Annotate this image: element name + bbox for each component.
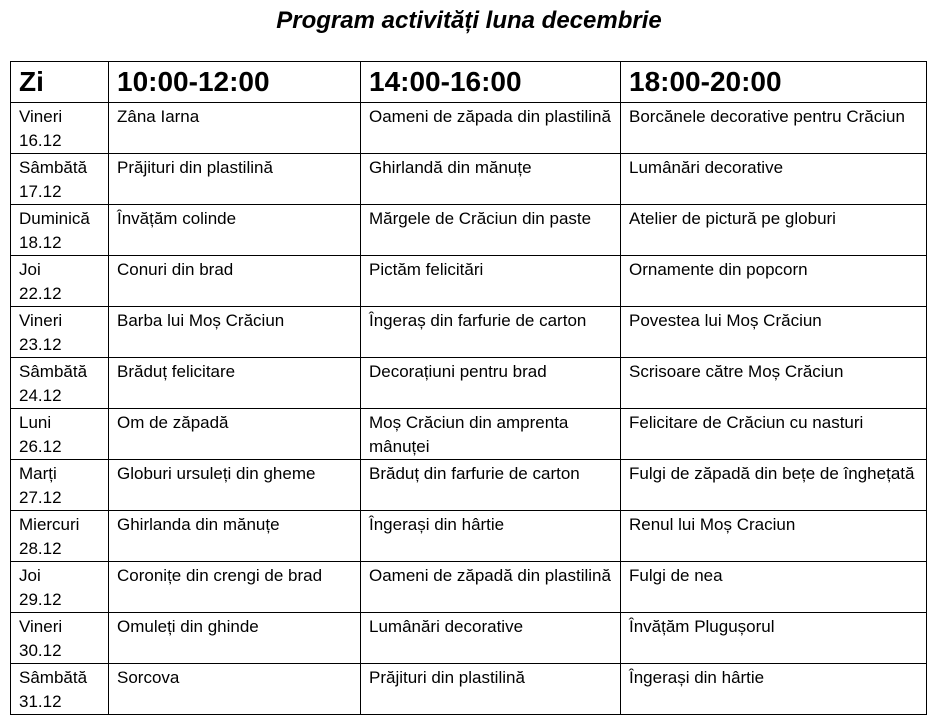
morning-activity-cell: Învățăm colinde [109, 205, 361, 256]
evening-activity-cell: Învățăm Plugușorul [621, 613, 927, 664]
morning-activity-cell: Conuri din brad [109, 256, 361, 307]
column-header-day: Zi [11, 62, 109, 103]
day-name: Joi [19, 260, 41, 279]
day-date: 29.12 [19, 590, 62, 609]
day-date: 17.12 [19, 182, 62, 201]
morning-activity-cell: Ghirlanda din mănuțe [109, 511, 361, 562]
column-header-evening: 18:00-20:00 [621, 62, 927, 103]
day-name: Miercuri [19, 515, 80, 534]
day-cell [11, 460, 109, 511]
table-row [11, 307, 927, 358]
afternoon-activity-cell: Lumânări decorative [361, 613, 621, 664]
afternoon-activity-cell: Moș Crăciun din amprenta mânuței [361, 409, 621, 460]
afternoon-activity-cell: Mărgele de Crăciun din paste [361, 205, 621, 256]
table-row [11, 409, 927, 460]
evening-activity-cell: Felicitare de Crăciun cu nasturi [621, 409, 927, 460]
day-name: Joi [19, 566, 41, 585]
day-name: Marți [19, 464, 57, 483]
day-name: Duminică [19, 209, 90, 228]
evening-activity-cell: Lumânări decorative [621, 154, 927, 205]
day-cell [11, 562, 109, 613]
header-row [11, 62, 927, 103]
evening-activity-cell: Renul lui Moș Craciun [621, 511, 927, 562]
day-cell [11, 664, 109, 715]
page-title: Program activități luna decembrie [276, 7, 662, 34]
day-name: Sâmbătă [19, 668, 88, 687]
table-row [11, 103, 927, 154]
table-row [11, 205, 927, 256]
day-date: 27.12 [19, 488, 62, 507]
day-cell [11, 256, 109, 307]
table-row [11, 562, 927, 613]
morning-activity-cell: Prăjituri din plastilină [109, 154, 361, 205]
morning-activity-cell: Omuleți din ghinde [109, 613, 361, 664]
column-header-afternoon: 14:00-16:00 [361, 62, 621, 103]
afternoon-activity-cell: Brăduț din farfurie de carton [361, 460, 621, 511]
afternoon-activity-cell: Decorațiuni pentru brad [361, 358, 621, 409]
table-row [11, 613, 927, 664]
evening-activity-cell: Îngerași din hârtie [621, 664, 927, 715]
morning-activity-cell: Globuri ursuleți din gheme [109, 460, 361, 511]
afternoon-activity-cell: Îngerași din hârtie [361, 511, 621, 562]
day-cell [11, 154, 109, 205]
evening-activity-cell: Fulgi de zăpadă din bețe de înghețată [621, 460, 927, 511]
table-row [11, 154, 927, 205]
table-row [11, 256, 927, 307]
morning-activity-cell: Zâna Iarna [109, 103, 361, 154]
table-body [11, 103, 927, 715]
table-row [11, 460, 927, 511]
day-name: Vineri [19, 311, 63, 330]
day-name: Vineri [19, 617, 63, 636]
afternoon-activity-cell: Oameni de zăpadă din plastilină [361, 562, 621, 613]
day-date: 18.12 [19, 233, 62, 252]
day-cell [11, 613, 109, 664]
morning-activity-cell: Sorcova [109, 664, 361, 715]
morning-activity-cell: Barba lui Moș Crăciun [109, 307, 361, 358]
afternoon-activity-cell: Prăjituri din plastilină [361, 664, 621, 715]
morning-activity-cell: Coronițe din crengi de brad [109, 562, 361, 613]
afternoon-activity-cell: Îngeraș din farfurie de carton [361, 307, 621, 358]
morning-activity-cell: Om de zăpadă [109, 409, 361, 460]
column-header-morning: 10:00-12:00 [109, 62, 361, 103]
day-date: 26.12 [19, 437, 62, 456]
day-name: Sâmbătă [19, 362, 88, 381]
day-date: 23.12 [19, 335, 62, 354]
afternoon-activity-cell: Oameni de zăpada din plastilină [361, 103, 621, 154]
table-row [11, 358, 927, 409]
table-header [11, 62, 927, 103]
evening-activity-cell: Fulgi de nea [621, 562, 927, 613]
day-date: 30.12 [19, 641, 62, 660]
day-cell [11, 103, 109, 154]
day-name: Vineri [19, 107, 63, 126]
afternoon-activity-cell: Ghirlandă din mănuțe [361, 154, 621, 205]
table-row [11, 511, 927, 562]
day-name: Luni [19, 413, 52, 432]
day-name: Sâmbătă [19, 158, 88, 177]
table-row [11, 664, 927, 715]
day-cell [11, 205, 109, 256]
evening-activity-cell: Scrisoare către Moș Crăciun [621, 358, 927, 409]
evening-activity-cell: Borcănele decorative pentru Crăciun [621, 103, 927, 154]
evening-activity-cell: Povestea lui Moș Crăciun [621, 307, 927, 358]
day-date: 31.12 [19, 692, 62, 711]
day-date: 16.12 [19, 131, 62, 150]
afternoon-activity-cell: Pictăm felicitări [361, 256, 621, 307]
evening-activity-cell: Ornamente din popcorn [621, 256, 927, 307]
day-date: 22.12 [19, 284, 62, 303]
schedule-table [10, 61, 927, 715]
day-cell [11, 409, 109, 460]
day-cell [11, 358, 109, 409]
day-cell [11, 307, 109, 358]
day-cell [11, 511, 109, 562]
evening-activity-cell: Atelier de pictură pe globuri [621, 205, 927, 256]
day-date: 28.12 [19, 539, 62, 558]
day-date: 24.12 [19, 386, 62, 405]
morning-activity-cell: Brăduț felicitare [109, 358, 361, 409]
